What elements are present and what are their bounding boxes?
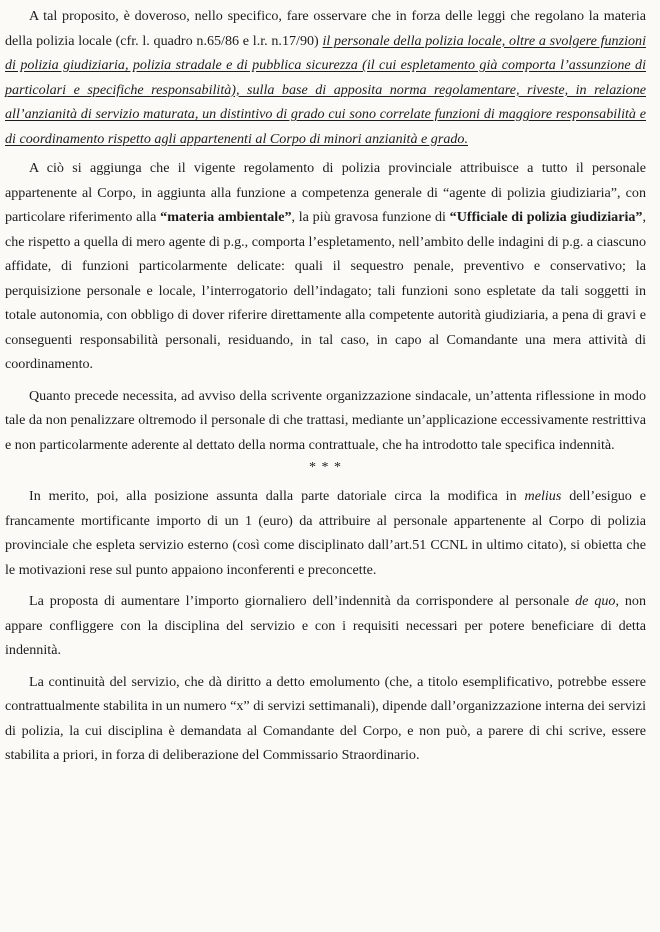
paragraph-text: , che rispetto a quella di mero agente di p.g., comporta l’espletamento, nell’ambito delle indagini di p.g. a ciascuno affidate, di funzioni particolarmente delicate: quali il sequestro penale, preventivo e conservativo; la perquisizione personale e locale, l’interrogatorio dell’indagato; tali funzioni sono espletate da tali soggetti in totale autonomia, con obbligo di dover riferire direttamente alla competente autorità giudiziaria, a pena di gravi e conseguenti responsabilità personali, residuando, in tal caso, in capo al Comandante una mera attività di coordinamento. <box>5 209 647 372</box>
paragraph-text: A ciò si aggiunga che il vigente regolamento di polizia provinciale attribuisce a tutto il personale appartenente al Corpo, in aggiunta alla funzione a competenza generale di “agente di polizia giudiziaria”, con particolare riferimento alla <box>5 160 646 225</box>
paragraph-continuita: La continuità del servizio, che dà diritto a detto emolumento (che, a titolo esemplificativo, potrebbe essere contrattualmente stabilita in un numero “x” di servizi settimanali), dipende dall’organizzazione interna dei servizi di polizia, la cui disciplina è demandata al Comandante del Corpo, e non può, a parere di chi scrive, essere stabilita a priori, in forza di deliberazione del Commissario Straordinario. <box>5 673 646 763</box>
italic-term-de-quo: de quo <box>575 593 616 609</box>
paragraph-text: La proposta di aumentare l’importo giornaliero dell’indennità da corrispondere al personale <box>29 593 576 609</box>
paragraph-text: dell’esiguo e francamente mortificante importo di un 1 (euro) da attribuire al personale appartenente al Corpo di polizia provinciale che espleta servizio esterno (così come disciplinato dall’art.51 CCNL in ultimo citato), si obietta che le motivazioni rese sul punto appaiono inconferenti e preconcette. <box>5 488 646 578</box>
paragraph-text: , la più gravosa funzione di <box>291 209 450 225</box>
section-separator: * * * <box>309 460 342 475</box>
paragraph-text: , non appare confliggere con la disciplina del servizio e con i requisiti necessari per potere beneficiare di detta indennità. <box>5 593 647 658</box>
paragraph-text: In merito, poi, alla posizione assunta dalla parte datoriale circa la modifica in <box>29 488 525 504</box>
paragraph-reflection: Quanto precede necessita, ad avviso della scrivente organizzazione sindacale, un’attenta riflessione in modo tale da non penalizzare oltremodo il personale di che trattasi, mediante un’applicazione eccessivamente restrittiva e non particolarmente aderente al dettato della norma contrattuale, che ha introdotto tale specifica indennità. <box>5 387 646 453</box>
paragraph-merito <box>5 484 646 582</box>
underlined-emphasis: il personale della polizia locale, oltre a svolgere funzioni di polizia giudiziaria, polizia stradale e di pubblica sicurezza (il cui espletamento già comporta l’assunzione di particolari e specifiche responsabilità), sulla base di apposita norma regolamentare, riveste, in relazione all’anzianità di servizio maturata, un distintivo di grado cui sono correlate funzioni di maggiore responsabilità e di coordinamento rispetto agli appartenenti al Corpo di minori anzianità e grado. <box>5 32 647 147</box>
bold-term-ufficiale: “Ufficiale di polizia giudiziaria” <box>449 209 643 225</box>
bold-term-materia-ambientale: “materia ambientale” <box>160 209 292 225</box>
paragraph-text: A tal proposito, è doveroso, nello specifico, fare osservare che in forza delle leggi che regolano la materia della polizia locale (cfr. l. quadro n.65/86 e l.r. n.17/90) <box>5 8 646 49</box>
paragraph-legal-framework <box>5 4 646 151</box>
paragraph-proposta <box>5 589 646 663</box>
italic-term-melius: melius <box>524 488 562 504</box>
paragraph-regulation <box>5 156 646 377</box>
